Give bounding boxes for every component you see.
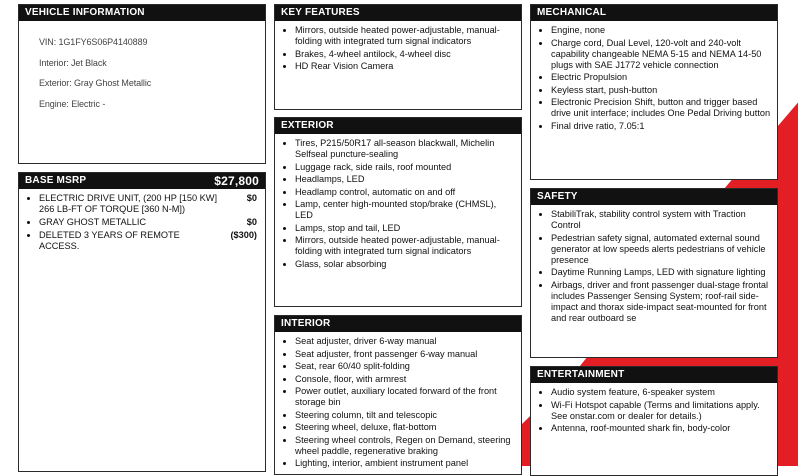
list-item: • Console, floor, with armrest <box>295 374 515 385</box>
list-item: • Engine, none <box>551 25 771 36</box>
safety-header: SAFETY <box>531 189 777 205</box>
list-item: • Mirrors, outside heated power-adjustable, manual-folding with integrated turn signal indicators <box>295 25 515 47</box>
list-item: • Wi-Fi Hotspot capable (Terms and limitations apply. See onstar.com or dealer for details.) <box>551 400 771 422</box>
msrp-item-desc: • ELECTRIC DRIVE UNIT, (200 HP [150 KW] 266 LB-FT OF TORQUE [360 N-M]) <box>39 193 218 214</box>
list-item: • Antenna, roof-mounted shark fin, body-color <box>551 423 771 434</box>
list-item: • Headlamps, LED <box>295 174 515 185</box>
list-item: • Charge cord, Dual Level, 120-volt and 240-volt capability changeable NEMA 5-15 and NEMA 14-50 plugs with SAE J1772 vehicle connection <box>551 38 771 71</box>
msrp-item-list <box>19 189 265 252</box>
key-features-list <box>275 21 521 78</box>
vin-text: VIN: 1G1FY6S06P4140889 <box>39 37 148 47</box>
entertainment-header: ENTERTAINMENT <box>531 367 777 383</box>
mechanical-card <box>530 4 778 180</box>
list-item: • StabiliTrak, stability control system with Traction Control <box>551 209 771 231</box>
mechanical-header: MECHANICAL <box>531 5 777 21</box>
list-item: • Seat adjuster, driver 6-way manual <box>295 336 515 347</box>
list-item: • Pedestrian safety signal, automated external sound generator at low speeds alerts pedestrians of vehicle presence <box>551 233 771 266</box>
list-item: • Daytime Running Lamps, LED with signature lighting <box>551 267 771 278</box>
list-item: • Brakes, 4-wheel antilock, 4-wheel disc <box>295 49 515 60</box>
safety-list <box>531 205 777 329</box>
interior-header: INTERIOR <box>275 316 521 332</box>
msrp-item <box>39 230 257 252</box>
interior-text: Interior: Jet Black <box>39 57 107 68</box>
entertainment-list <box>531 383 777 440</box>
msrp-item-amount: ($300) <box>230 230 257 240</box>
list-item: • HD Rear Vision Camera <box>295 61 515 72</box>
msrp-item-amount: $0 <box>246 193 257 203</box>
msrp-item <box>39 193 257 215</box>
list-item: • Keyless start, push-button <box>551 85 771 96</box>
list-item: • Steering wheel controls, Regen on Demand, steering wheel paddle, regenerative braking <box>295 435 515 457</box>
msrp-item-desc: • GRAY GHOST METALLIC <box>39 217 147 227</box>
msrp-item-desc: • DELETED 3 YEARS OF REMOTE ACCESS. <box>39 230 180 251</box>
list-item: • Electric Propulsion <box>551 72 771 83</box>
list-item: • Mirrors, outside heated power-adjustable, manual-folding with integrated turn signal indicators <box>295 235 515 257</box>
list-item: • Electronic Precision Shift, button and trigger based drive unit interface; includes One Pedal Driving button <box>551 97 771 119</box>
list-item: • Seat adjuster, front passenger 6-way manual <box>295 349 515 360</box>
list-item: • Power outlet, auxiliary located forward of the front storage bin <box>295 386 515 408</box>
list-item: • Audio system feature, 6-speaker system <box>551 387 771 398</box>
list-item: • Airbags, driver and front passenger dual-stage frontal includes Passenger Sensing System; roof-rail side-impact and thorax side-impact seat-mounted for front and rear outboard se <box>551 280 771 324</box>
list-item: • Lamps, stop and tail, LED <box>295 223 515 234</box>
interior-card <box>274 315 522 475</box>
list-item: • Final drive ratio, 7.05:1 <box>551 121 771 132</box>
engine-text: Engine: Electric - <box>39 98 106 109</box>
list-item: • Lamp, center high-mounted stop/brake (CHMSL), LED <box>295 199 515 221</box>
msrp-item <box>39 217 257 228</box>
list-item: • Steering column, tilt and telescopic <box>295 410 515 421</box>
exterior-card <box>274 117 522 307</box>
exterior-header: EXTERIOR <box>275 118 521 134</box>
list-item: • Steering wheel, deluxe, flat-bottom <box>295 422 515 433</box>
exterior-text: Exterior: Gray Ghost Metallic <box>39 78 152 88</box>
vehicle-info-card <box>18 4 266 164</box>
msrp-item-amount: $0 <box>246 217 257 227</box>
base-msrp-title: BASE MSRP <box>25 175 87 186</box>
list-item: • Seat, rear 60/40 split-folding <box>295 361 515 372</box>
list-item: • Tires, P215/50R17 all-season blackwall, Michelin Selfseal puncture-sealing <box>295 138 515 160</box>
safety-card <box>530 188 778 358</box>
key-features-card <box>274 4 522 110</box>
entertainment-card <box>530 366 778 476</box>
key-features-header: KEY FEATURES <box>275 5 521 21</box>
list-item: • Lighting, interior, ambient instrument panel <box>295 458 515 469</box>
base-msrp-card <box>18 172 266 472</box>
exterior-list <box>275 134 521 275</box>
list-item: • Luggage rack, side rails, roof mounted <box>295 162 515 173</box>
list-item: • Glass, solar absorbing <box>295 259 515 270</box>
mechanical-list <box>531 21 777 137</box>
base-msrp-header <box>19 173 265 189</box>
base-msrp-price: $27,800 <box>214 174 259 188</box>
list-item: • Headlamp control, automatic on and off <box>295 187 515 198</box>
vehicle-info-header: VEHICLE INFORMATION <box>19 5 265 21</box>
interior-list <box>275 332 521 475</box>
